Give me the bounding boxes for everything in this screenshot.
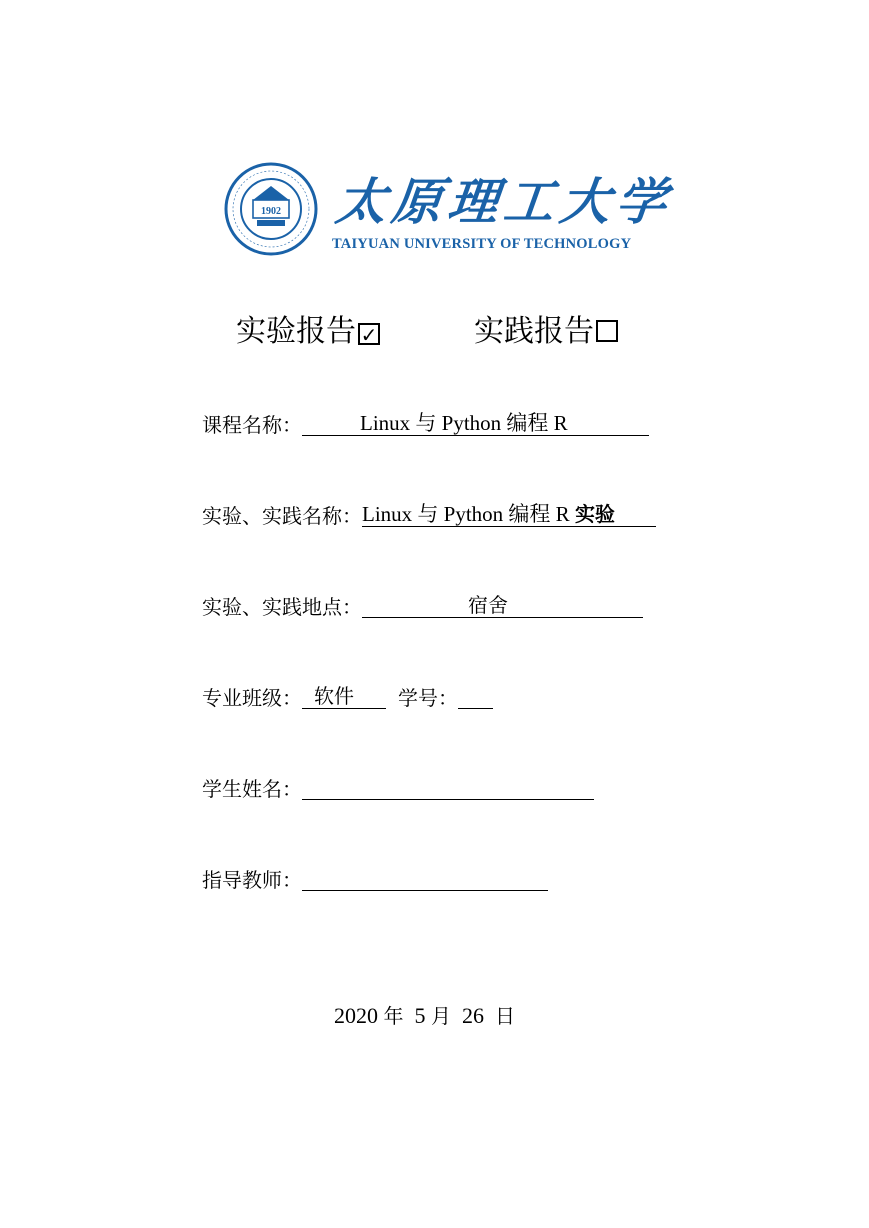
location-row xyxy=(202,592,643,622)
date-month: 5 xyxy=(414,1003,426,1028)
student-name-value xyxy=(302,774,594,800)
experiment-name-value: Linux 与 Python 编程 R 实验 xyxy=(362,501,656,527)
checkbox-checked-icon: ✓ xyxy=(358,323,380,345)
emblem-year: 1902 xyxy=(261,206,281,217)
course-name-value: Linux 与 Python 编程 R xyxy=(302,410,649,436)
class-value: 软件 xyxy=(302,683,386,709)
university-name-cn: 太原理工大学 xyxy=(332,172,676,231)
university-emblem xyxy=(224,162,318,256)
student-id-value xyxy=(458,683,493,709)
date-day: 26 xyxy=(462,1003,484,1028)
teacher-label: 指导教师： xyxy=(202,868,302,892)
student-name-row xyxy=(202,774,594,804)
report-type-practice xyxy=(474,312,618,352)
checkbox-empty-icon xyxy=(596,320,618,342)
student-name-label: 学生姓名： xyxy=(202,777,302,801)
location-value: 宿舍 xyxy=(362,592,643,618)
report-date xyxy=(334,1001,515,1031)
experiment-name-row xyxy=(202,501,656,531)
date-day-unit: 日 xyxy=(495,1004,515,1028)
class-label: 专业班级： xyxy=(202,686,302,710)
student-id-label: 学号： xyxy=(398,686,458,710)
date-month-unit: 月 xyxy=(431,1004,451,1028)
report-type-experiment xyxy=(236,312,380,352)
report-type-label: 实践报告 xyxy=(474,314,594,349)
class-row xyxy=(202,683,493,713)
date-year: 2020 xyxy=(334,1003,378,1028)
university-name-en: TAIYUAN UNIVERSITY OF TECHNOLOGY xyxy=(332,236,632,252)
date-year-unit: 年 xyxy=(383,1004,404,1028)
experiment-name-label: 实验、实践名称： xyxy=(202,504,362,528)
course-name-label: 课程名称： xyxy=(202,413,302,437)
report-type-label: 实验报告 xyxy=(236,314,356,349)
course-name-row xyxy=(202,410,649,440)
location-label: 实验、实践地点： xyxy=(202,595,362,619)
teacher-row xyxy=(202,865,548,895)
teacher-value xyxy=(302,865,548,891)
